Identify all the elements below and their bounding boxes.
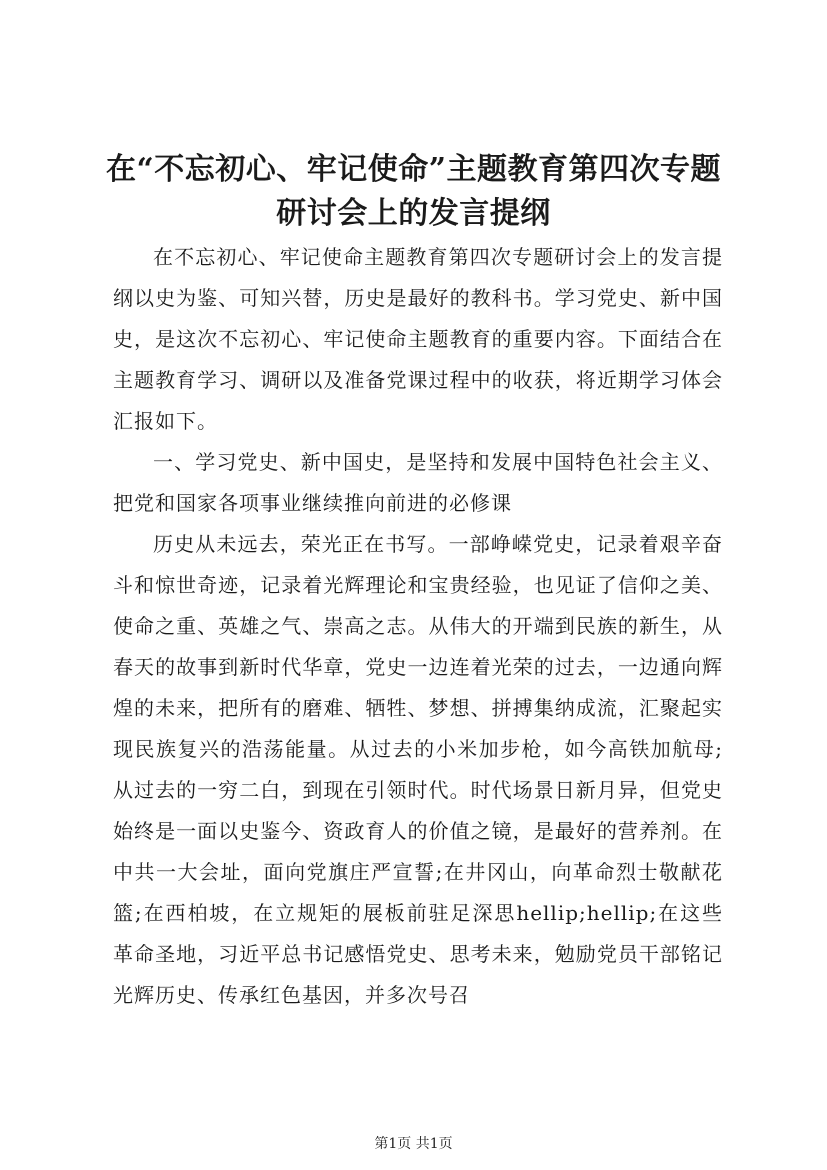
page-footer: 第1页 共1页 <box>374 1136 453 1152</box>
document-title: 在“不忘初心、牢记使命”主题教育第四次专题研讨会上的发言提纲 <box>105 152 721 231</box>
paragraph-intro: 在不忘初心、牢记使命主题教育第四次专题研讨会上的发言提纲以史为鉴、可知兴替，历史是最好的教科书。学习党史、新中国史，是这次不忘初心、牢记使命主题教育的重要内容。下面结合在主题教育学习、调研以及准备党课过程中的收获，将近期学习体会汇报如下。 <box>113 245 723 433</box>
paragraph-history: 历史从未远去，荣光正在书写。一部峥嵘党史，记录着艰辛奋斗和惊世奇迹，记录着光辉理论和宝贵经验，也见证了信仰之美、使命之重、英雄之气、崇高之志。从伟大的开端到民族的新生，从春天的故事到新时代华章，党史一边连着光荣的过去，一边通向辉煌的未来，把所有的磨难、牺牲、梦想、拼搏集纳成流，汇聚起实现民族复兴的浩荡能量。从过去的小米加步枪，如今高铁加航母;从过去的一穷二白，到现在引领时代。时代场景日新月异，但党史始终是一面以史鉴今、资政育人的价值之镜，是最好的营养剂。在中共一大会址，面向党旗庄严宣誓;在井冈山，向革命烈士敬献花篮;在西柏坡，在立规矩的展板前驻足深思hellip;hellip;在这些革命圣地，习近平总书记感悟党史、思考未来，勉励党员干部铭记光辉历史、传承红色基因，并多次号召 <box>113 532 723 1007</box>
paragraph-section-heading: 一、学习党史、新中国史，是坚持和发展中国特色社会主义、把党和国家各项事业继续推向前进的必修课 <box>113 450 723 515</box>
document-body <box>113 237 723 1016</box>
